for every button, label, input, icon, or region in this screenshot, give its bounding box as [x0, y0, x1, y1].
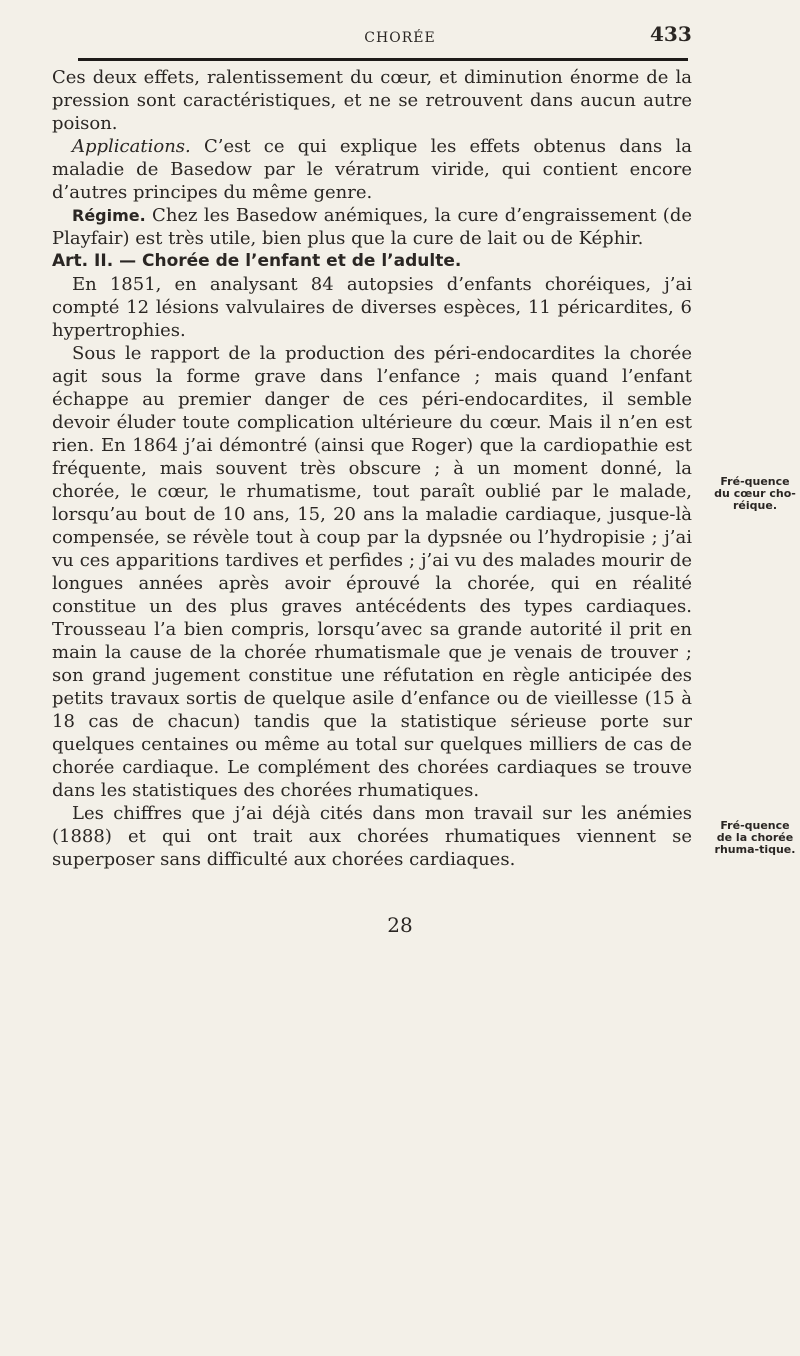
applications-label: Applications.: [72, 136, 191, 157]
margin-note-frequence-coeur: Fré-quence du cœur cho-réique.: [714, 475, 796, 512]
article-heading: Art. II. — Chorée de l’enfant et de l’adulte.: [52, 251, 462, 271]
paragraph-applications: [52, 135, 692, 204]
applications-text: C’est ce qui explique les effets obtenus dans la maladie de Basedow par le vératrum viride, qui contient encore d’autres principes du même genre.: [52, 136, 692, 203]
paragraph-chiffres: Les chiffres que j’ai déjà cités dans mon travail sur les anémies (1888) et qui ont trait aux chorées rhumatiques viennent se superposer sans difficulté aux chorées cardiaques.: [52, 803, 692, 870]
page-number: 433: [650, 22, 692, 46]
paragraph-autopsies: En 1851, en analysant 84 autopsies d’enfants choréiques, j’ai compté 12 lésions valvulaires de diverses espèces, 11 péricardites, 6 hypertrophies.: [52, 274, 692, 341]
regime-label: Régime.: [72, 206, 146, 225]
running-title: CHORÉE: [364, 30, 436, 46]
body-text: [52, 66, 692, 871]
signature-number: 28: [387, 913, 413, 937]
regime-text: Chez les Basedow anémiques, la cure d’engraissement (de Playfair) est très utile, bien plus que la cure de lait ou de Képhir.: [52, 205, 692, 249]
header-rule: [78, 58, 688, 61]
paragraph-regime: [52, 204, 692, 250]
paragraph-rapport: Sous le rapport de la production des péri-endocardites la chorée agit sous la forme grave dans l’enfance ; mais quand l’enfant échappe au premier danger de ces péri-endocardites, il semble devoir éluder toute complication ultérieure du cœur. Mais il n’en est rien. En 1864 j’ai démontré (ainsi que Roger) que la cardiopathie est fréquente, mais souvent très obscure ; à un moment donné, la chorée, le cœur, le rhumatisme, tout paraît oublié par le malade, lorsqu’au bout de 10 ans, 15, 20 ans la maladie cardiaque, jusque-là compensée, se révèle tout à coup par la dypsnée ou l’hydropisie ; j’ai vu ces apparitions tardives et perfides ; j’ai vu des malades mourir de longues années après avoir éprouvé la chorée, qui en réalité constitue un des plus graves antécédents des types cardiaques. Trousseau l’a bien compris, lorsqu’avec sa grande autorité il prit en main la cause de la chorée rhumatismale que je venais de trouver ; son grand jugement constitue une réfutation en règle anticipée des petits travaux sortis de quelque asile d’enfance ou de vieillesse (15 à 18 cas de chacun) tandis que la statistique sérieuse porte sur quelques centaines ou même au total sur quelques milliers de cas de chorée cardiaque. Le complément des chorées cardiaques se trouve dans les statistiques des chorées rhumatiques.: [52, 343, 692, 801]
paragraph-effects: Ces deux effets, ralentissement du cœur, et diminution énorme de la pression sont caractéristiques, et ne se retrouvent dans aucun autre poison.: [52, 67, 692, 134]
margin-note-frequence-rhumatique: Fré-quence de la chorée rhuma-tique.: [714, 819, 796, 856]
